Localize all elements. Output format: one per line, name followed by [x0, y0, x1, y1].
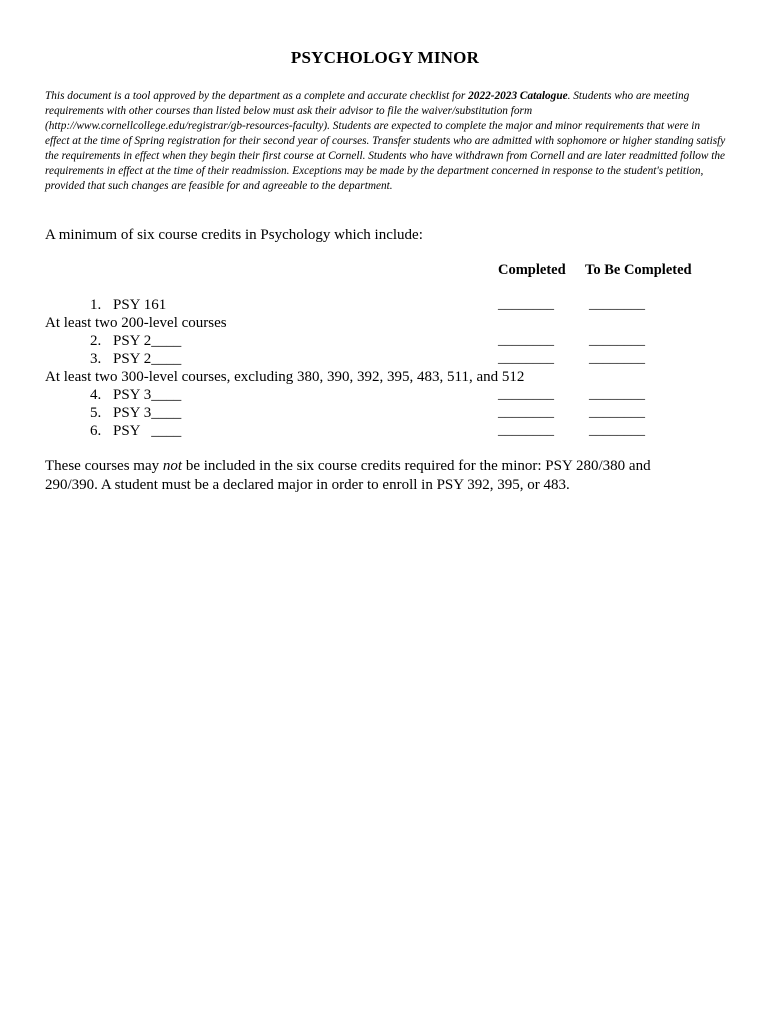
course-name: PSY ____ — [113, 423, 182, 439]
requirement-lead: A minimum of six course credits in Psychology which include: — [45, 227, 423, 243]
course-name: PSY 161 — [113, 297, 167, 313]
to-be-completed-blank[interactable]: ________ — [589, 423, 645, 438]
course-number: 6. — [90, 423, 102, 439]
page-title: PSYCHOLOGY MINOR — [290, 48, 480, 67]
completed-blank[interactable]: ________ — [498, 351, 554, 366]
course-name: PSY 3____ — [113, 387, 182, 403]
to-be-completed-blank[interactable]: ________ — [589, 405, 645, 420]
completed-blank[interactable]: ________ — [498, 423, 554, 438]
to-be-completed-column-header: To Be Completed — [585, 262, 692, 278]
course-number: 1. — [90, 297, 102, 313]
intro-text-1: This document is a tool approved by the department as a complete and accurate checklist for — [45, 90, 469, 102]
course-name: PSY 2____ — [113, 351, 182, 367]
to-be-completed-blank[interactable]: ________ — [589, 333, 645, 348]
completed-blank[interactable]: ________ — [498, 333, 554, 348]
course-row — [0, 297, 770, 315]
course-number: 4. — [90, 387, 102, 403]
catalogue-year: 2022-2023 Catalogue — [468, 90, 568, 102]
to-be-completed-blank[interactable]: ________ — [589, 297, 645, 312]
exclusion-note — [45, 457, 685, 495]
to-be-completed-blank[interactable]: ________ — [589, 387, 645, 402]
note-emphasis: not — [162, 458, 183, 474]
course-number: 2. — [90, 333, 102, 349]
section-label: At least two 300-level courses, excluding 380, 390, 392, 395, 483, 511, and 512 — [45, 369, 525, 385]
course-row — [0, 423, 770, 441]
course-row — [0, 333, 770, 351]
course-name: PSY 3____ — [113, 405, 182, 421]
course-row — [0, 351, 770, 369]
course-row — [0, 405, 770, 423]
course-name: PSY 2____ — [113, 333, 182, 349]
section-label: At least two 200-level courses — [45, 315, 227, 331]
section-row — [0, 369, 770, 387]
completed-blank[interactable]: ________ — [498, 387, 554, 402]
completed-blank[interactable]: ________ — [498, 297, 554, 312]
section-row — [0, 315, 770, 333]
note-text-1: These courses may — [45, 458, 163, 474]
course-row — [0, 387, 770, 405]
course-number: 3. — [90, 351, 102, 367]
completed-column-header: Completed — [498, 262, 566, 278]
note-text-2: be included in the six course credits required for the minor: PSY 280/380 and 290/390. A student must be a declared major in order to enroll in PSY 392, 395, or 483. — [45, 458, 651, 493]
completed-blank[interactable]: ________ — [498, 405, 554, 420]
course-number: 5. — [90, 405, 102, 421]
to-be-completed-blank[interactable]: ________ — [589, 351, 645, 366]
intro-text-2: . Students who are meeting requirements with other courses than listed below must ask their advisor to file the waiver/substitution form (http://www.cornellcollege.edu/registrar/gb-resources-faculty). Students are expected to complete the major and minor requirements that were in effect at the time of Spring registration for their second year of courses. Transfer students who are admitted with sophomore or higher standing satisfy the requirements in effect when they begin their first course at Cornell. Students who have withdrawn from Cornell and are later readmitted follow the requirements in effect at the time of their readmission. Exceptions may be made by the department concerned in response to the student's petition, provided that such changes are feasible for and agreeable to the department. — [45, 90, 726, 192]
intro-paragraph — [45, 89, 727, 194]
